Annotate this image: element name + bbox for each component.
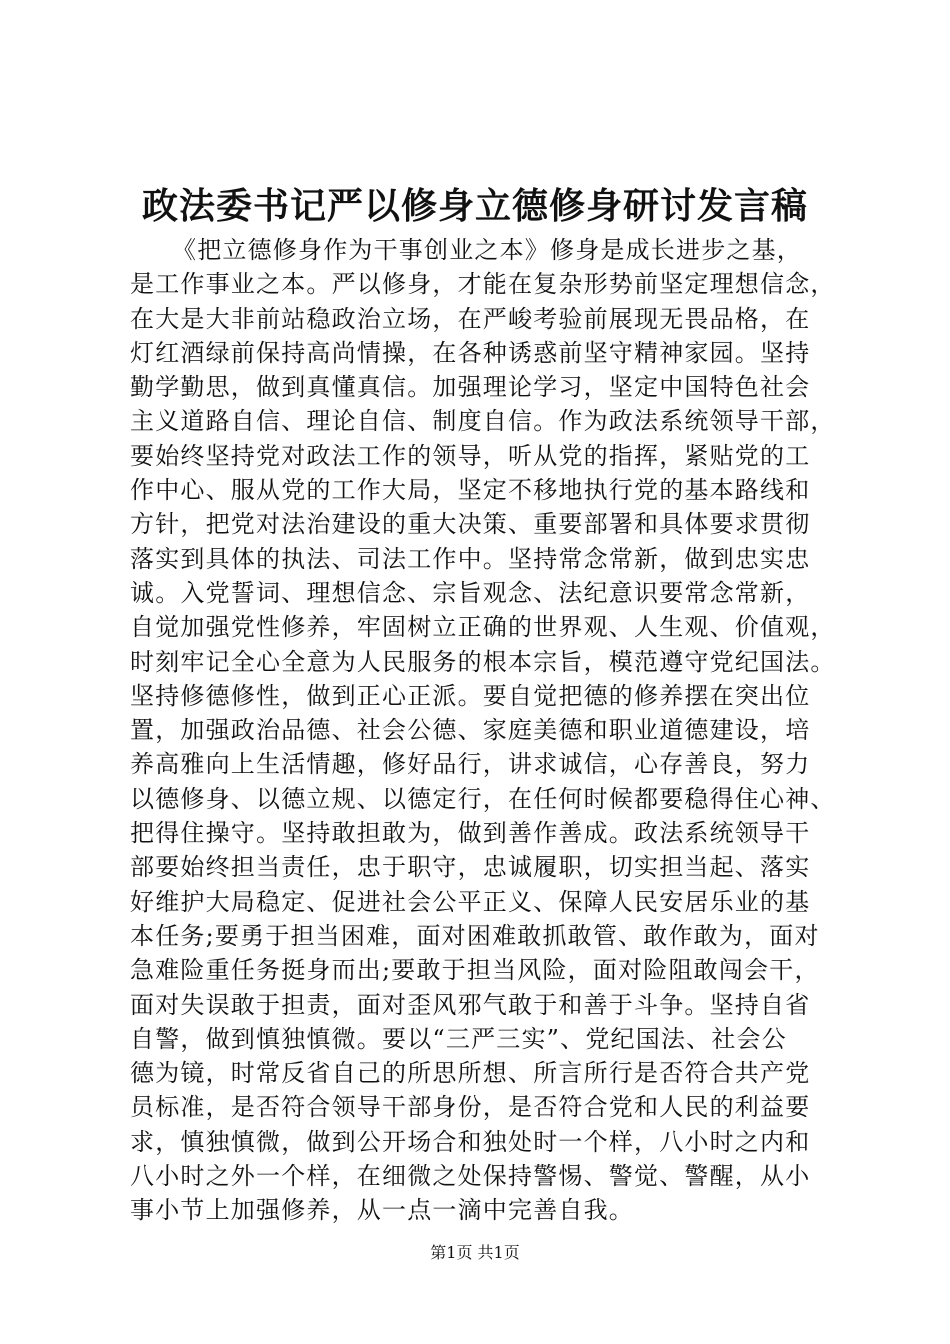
body-line: 求，慎独慎微，做到公开场合和独处时一个样，八小时之内和 bbox=[130, 1127, 811, 1156]
body-line: 落实到具体的执法、司法工作中。坚持常念常新，做到忠实忠 bbox=[130, 544, 811, 573]
body-line: 自警，做到慎独慎微。要以“三严三实”、党纪国法、社会公 bbox=[130, 1024, 787, 1053]
body-line: 时刻牢记全心全意为人民服务的根本宗旨，模范遵守党纪国法。 bbox=[130, 647, 836, 676]
body-line: 部要始终担当责任，忠于职守，忠诚履职，切实担当起、落实 bbox=[130, 853, 811, 882]
body-line: 灯红酒绿前保持高尚情操，在各种诱惑前坚守精神家园。坚持 bbox=[130, 338, 811, 367]
body-line: 《把立德修身作为干事创业之本》修身是成长进步之基， bbox=[172, 236, 802, 264]
body-line: 置，加强政治品德、社会公德、家庭美德和职业道德建设，培 bbox=[130, 716, 811, 745]
body-line: 事小节上加强修养，从一点一滴中完善自我。 bbox=[130, 1196, 634, 1225]
body-line: 把得住操守。坚持敢担敢为，做到善作善成。政法系统领导干 bbox=[130, 819, 811, 848]
body-line: 在大是大非前站稳政治立场，在严峻考验前展现无畏品格，在 bbox=[130, 304, 811, 333]
body-line: 好维护大局稳定、促进社会公平正义、保障人民安居乐业的基 bbox=[130, 887, 811, 916]
body-line: 坚持修德修性，做到正心正派。要自觉把德的修养摆在突出位 bbox=[130, 681, 811, 710]
body-line: 勤学勤思，做到真懂真信。加强理论学习，坚定中国特色社会 bbox=[130, 373, 811, 402]
body-line: 作中心、服从党的工作大局，坚定不移地执行党的基本路线和 bbox=[130, 476, 811, 505]
body-line: 面对失误敢于担责，面对歪风邪气敢于和善于斗争。坚持自省 bbox=[130, 990, 811, 1019]
body-line: 是工作事业之本。严以修身，才能在复杂形势前坚定理想信念， bbox=[130, 270, 836, 299]
page-footer: 第1页 共1页 bbox=[430, 1243, 520, 1262]
body-line: 方针，把党对法治建设的重大决策、重要部署和具体要求贯彻 bbox=[130, 510, 811, 539]
body-line: 员标准，是否符合领导干部身份，是否符合党和人民的利益要 bbox=[130, 1093, 811, 1122]
body-line: 本任务;要勇于担当困难，面对困难敢抓敢管、敢作敢为，面对 bbox=[130, 921, 820, 950]
body-line: 八小时之外一个样，在细微之处保持警惕、警觉、警醒，从小 bbox=[130, 1162, 811, 1191]
body-line: 德为镜，时常反省自己的所思所想、所言所行是否符合共产党 bbox=[130, 1059, 811, 1088]
body-line: 养高雅向上生活情趣，修好品行，讲求诚信，心存善良，努力 bbox=[130, 750, 811, 779]
body-line: 以德修身、以德立规、以德定行，在任何时候都要稳得住心神、 bbox=[130, 784, 836, 813]
body-line: 要始终坚持党对政法工作的领导，听从党的指挥，紧贴党的工 bbox=[130, 441, 811, 470]
body-line: 诚。入党誓词、理想信念、宗旨观念、法纪意识要常念常新， bbox=[130, 578, 811, 607]
body-line: 急难险重任务挺身而出;要敢于担当风险，面对险阻敢闯会干， bbox=[130, 956, 820, 985]
document-title: 政法委书记严以修身立德修身研讨发言稿 bbox=[141, 186, 808, 227]
document-body bbox=[130, 233, 836, 1228]
body-line: 自觉加强党性修养，牢固树立正确的世界观、人生观、价值观， bbox=[130, 613, 836, 642]
body-line: 主义道路自信、理论自信、制度自信。作为政法系统领导干部， bbox=[130, 407, 836, 436]
